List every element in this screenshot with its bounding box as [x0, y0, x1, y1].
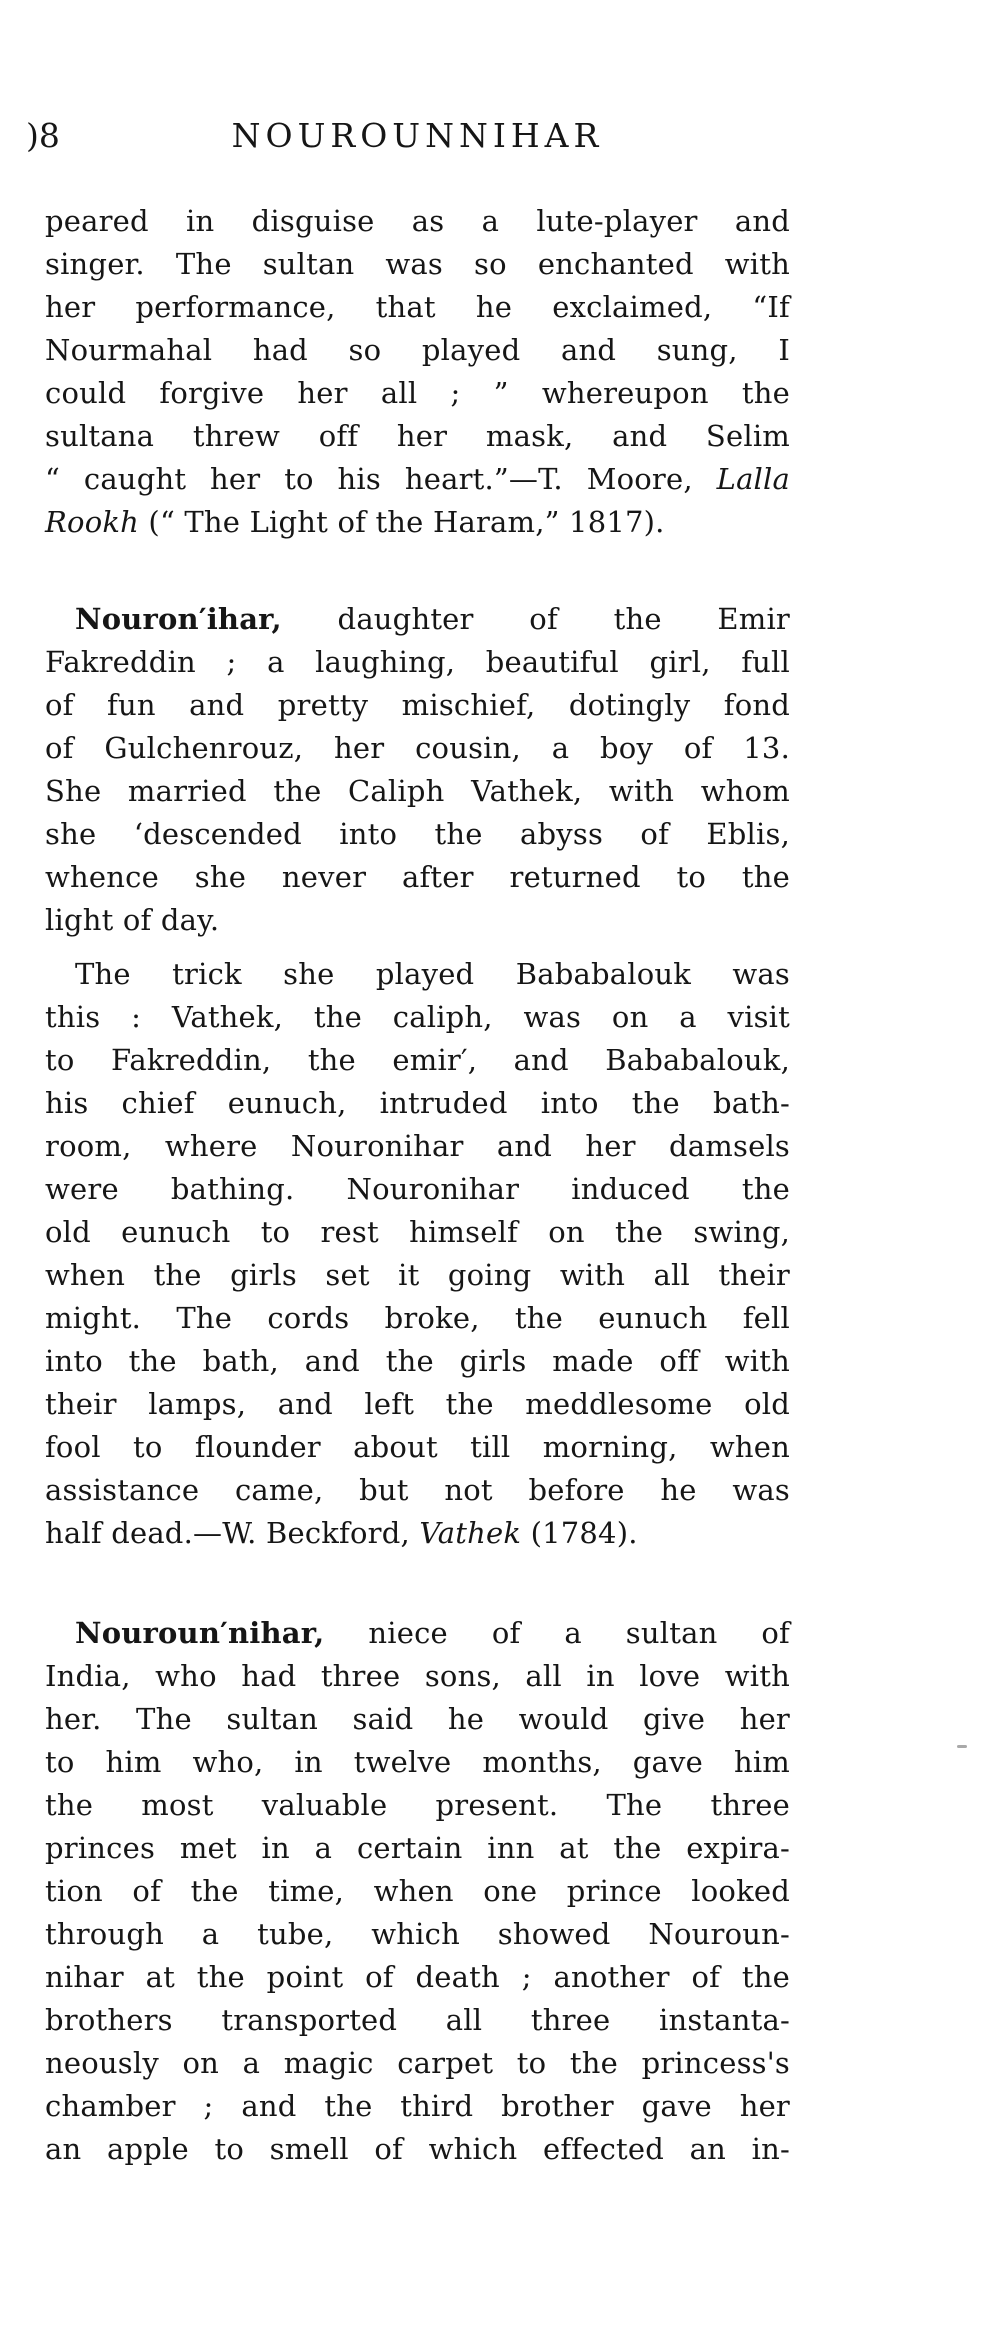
paragraph — [45, 953, 790, 1555]
text-line: brothers transported all three instanta- — [45, 2003, 790, 2037]
text-line: assistance came, but not before he was — [45, 1473, 790, 1507]
text-line: princes met in a certain inn at the expira- — [45, 1831, 790, 1865]
paragraph — [45, 1612, 790, 2171]
text-line: Nouroun′nihar, niece of a sultan of — [75, 1616, 790, 1650]
text-line: an apple to smell of which effected an in- — [45, 2132, 790, 2166]
text-line: of Gulchenrouz, her cousin, a boy of 13. — [45, 731, 790, 765]
text-line: when the girls set it going with all their — [45, 1258, 790, 1292]
text-line: peared in disguise as a lute-player and — [45, 204, 790, 238]
page-title: NOUROUNNIHAR — [231, 116, 604, 155]
text-line: neously on a magic carpet to the princess's — [45, 2046, 790, 2080]
paragraph — [45, 598, 790, 942]
text-line: singer. The sultan was so enchanted with — [45, 247, 790, 281]
text-line: sultana threw off her mask, and Selim — [45, 419, 790, 453]
text-line: could forgive her all ; ” whereupon the — [45, 376, 790, 410]
running-head — [45, 114, 790, 158]
text-line: fool to flounder about till morning, when — [45, 1430, 790, 1464]
text-line: half dead.—W. Beckford, Vathek (1784). — [45, 1516, 638, 1550]
text-line: light of day. — [45, 903, 220, 937]
text-line: through a tube, which showed Nouroun- — [45, 1917, 790, 1951]
paragraph — [45, 200, 790, 544]
scan-artifact-mark — [957, 1745, 967, 1748]
page-number: )8 — [26, 116, 60, 155]
text-line: their lamps, and left the meddlesome old — [45, 1387, 790, 1421]
text-line: tion of the time, when one prince looked — [45, 1874, 790, 1908]
text-line: The trick she played Bababalouk was — [75, 957, 790, 991]
text-line: whence she never after returned to the — [45, 860, 790, 894]
text-line: to Fakreddin, the emir′, and Bababalouk, — [45, 1043, 790, 1077]
text-line: old eunuch to rest himself on the swing, — [45, 1215, 790, 1249]
text-line: the most valuable present. The three — [45, 1788, 790, 1822]
text-line: she ‘descended into the abyss of Eblis, — [45, 817, 790, 851]
text-line: her performance, that he exclaimed, “If — [45, 290, 790, 324]
text-line: to him who, in twelve months, gave him — [45, 1745, 790, 1779]
text-line: She married the Caliph Vathek, with whom — [45, 774, 790, 808]
text-line: nihar at the point of death ; another of the — [45, 1960, 790, 1994]
text-line: were bathing. Nouronihar induced the — [45, 1172, 790, 1206]
text-line: room, where Nouronihar and her damsels — [45, 1129, 790, 1163]
page-body — [45, 200, 790, 2171]
text-line: into the bath, and the girls made off with — [45, 1344, 790, 1378]
text-line: chamber ; and the third brother gave her — [45, 2089, 790, 2123]
text-line: “ caught her to his heart.”—T. Moore, Lalla — [45, 462, 790, 496]
text-line: Nouron′ihar, daughter of the Emir — [75, 602, 790, 636]
text-line: might. The cords broke, the eunuch fell — [45, 1301, 790, 1335]
text-line: of fun and pretty mischief, dotingly fond — [45, 688, 790, 722]
text-line: Rookh (“ The Light of the Haram,” 1817). — [45, 505, 665, 539]
text-line: Fakreddin ; a laughing, beautiful girl, full — [45, 645, 790, 679]
text-line: his chief eunuch, intruded into the bath- — [45, 1086, 790, 1120]
text-line: this : Vathek, the caliph, was on a visit — [45, 1000, 790, 1034]
text-line: Nourmahal had so played and sung, I — [45, 333, 790, 367]
text-line: India, who had three sons, all in love with — [45, 1659, 790, 1693]
text-line: her. The sultan said he would give her — [45, 1702, 790, 1736]
